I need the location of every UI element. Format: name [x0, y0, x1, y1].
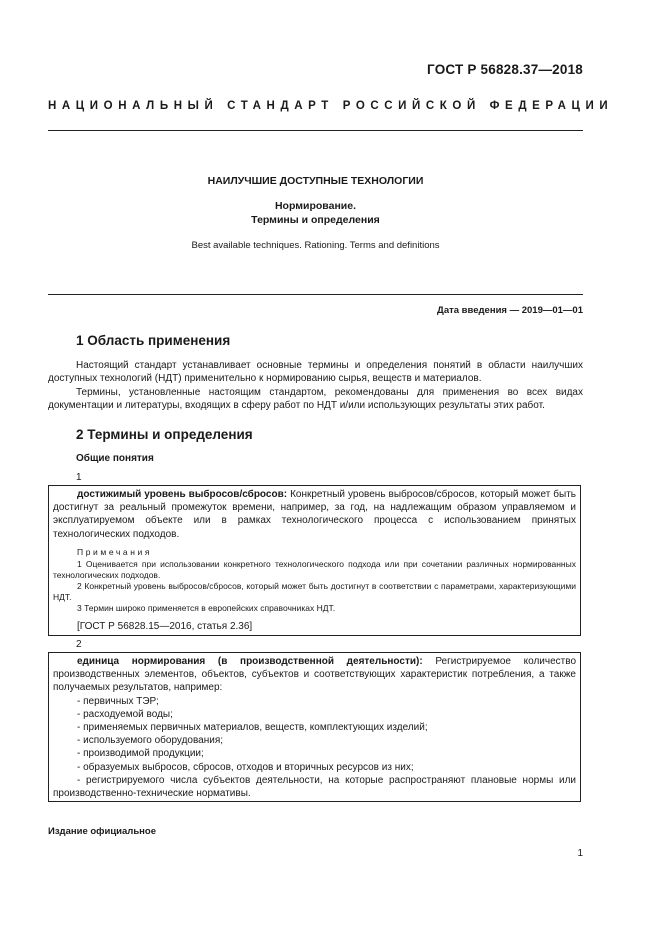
- term-2-item: - используемого оборудования;: [77, 735, 224, 747]
- general-concepts-subheading: Общие понятия: [76, 453, 154, 464]
- term-2-item: - расходуемой воды;: [77, 708, 173, 720]
- term-2-text: [53, 655, 576, 695]
- term-2-definition: Регистрируемое количество производственных элементов, объектов, субъектов и соответствующих характеристик потребления, а также получаемых результатов, например:: [53, 656, 577, 694]
- term-2-item: - регистрируемого числа субъектов деятельности, на которые распространяют плановые нормы или производственно-технические нормативы.: [53, 774, 576, 800]
- subtitle-line-1: Нормирование.: [274, 200, 357, 212]
- term-2-name: единица нормирования (в производственной деятельности):: [77, 656, 423, 667]
- section-1-heading: 1 Область применения: [76, 333, 231, 348]
- term-1-name: достижимый уровень выбросов/сбросов:: [77, 489, 288, 500]
- document-title: НАИЛУЧШИЕ ДОСТУПНЫЕ ТЕХНОЛОГИИ: [207, 175, 424, 187]
- page-number: 1: [577, 848, 583, 859]
- term-1-number: 1: [76, 472, 82, 483]
- term-1-notes-heading: Примечания: [77, 546, 153, 557]
- document-subtitle: [48, 199, 583, 227]
- term-1-reference: [ГОСТ Р 56828.15—2016, статья 2.36]: [77, 620, 253, 632]
- term-2-item: - первичных ТЭР;: [77, 695, 159, 707]
- term-2-item: - применяемых первичных материалов, веществ, комплектующих изделий;: [77, 722, 428, 734]
- standard-number: ГОСТ Р 56828.37—2018: [427, 62, 583, 77]
- national-standard-heading: НАЦИОНАЛЬНЫЙ СТАНДАРТ РОССИЙСКОЙ ФЕДЕРАЦИИ: [48, 100, 614, 112]
- term-1-note-1: 1 Оценивается при использовании конкретного технологического подхода или при сочетании различных нормированных технологических подходов.: [53, 558, 576, 580]
- section-1-paragraph-1: Настоящий стандарт устанавливает основные термины и определения понятий в области наилучших доступных технологий (НДТ) применительно к нормированию сырья, веществ и материалов.: [48, 360, 583, 385]
- section-2-heading: 2 Термины и определения: [76, 427, 253, 442]
- subtitle-line-2: Термины и определения: [251, 214, 380, 226]
- term-1-note-3: 3 Термин широко применяется в европейских справочниках НДТ.: [77, 602, 336, 613]
- top-divider: [48, 130, 583, 131]
- section-1-paragraph-2: Термины, установленные настоящим стандартом, рекомендованы для применения во всех видах документации и литературы, входящих в сферу работ по НДТ и/или использующих результаты этих работ.: [48, 387, 583, 412]
- term-1-text: [53, 488, 576, 541]
- english-title: Best available techniques. Rationing. Terms and definitions: [191, 240, 440, 251]
- term-1-definition: Конкретный уровень выбросов/сбросов, который может быть достигнут за реальный промежуток времени, например, за год, на надлежащим образом управляемом и эксплуатируемом объекте или в рамках технологического процесса с использованием принятых технологических подходов.: [53, 489, 576, 540]
- term-2-number: 2: [76, 639, 82, 650]
- term-2-item: - производимой продукции;: [77, 748, 204, 760]
- term-1-note-2: 2 Конкретный уровень выбросов/сбросов, который может быть достигнут в соответствии с параметрами, характеризующими НДТ.: [53, 580, 576, 602]
- introduction-date: Дата введения — 2019—01—01: [437, 305, 583, 316]
- term-1-box: [48, 485, 581, 636]
- term-2-item: - образуемых выбросов, сбросов, отходов и вторичных ресурсов из них;: [77, 761, 414, 773]
- official-edition-label: Издание официальное: [48, 826, 156, 837]
- title-divider: [48, 294, 583, 295]
- term-2-box: [48, 652, 581, 802]
